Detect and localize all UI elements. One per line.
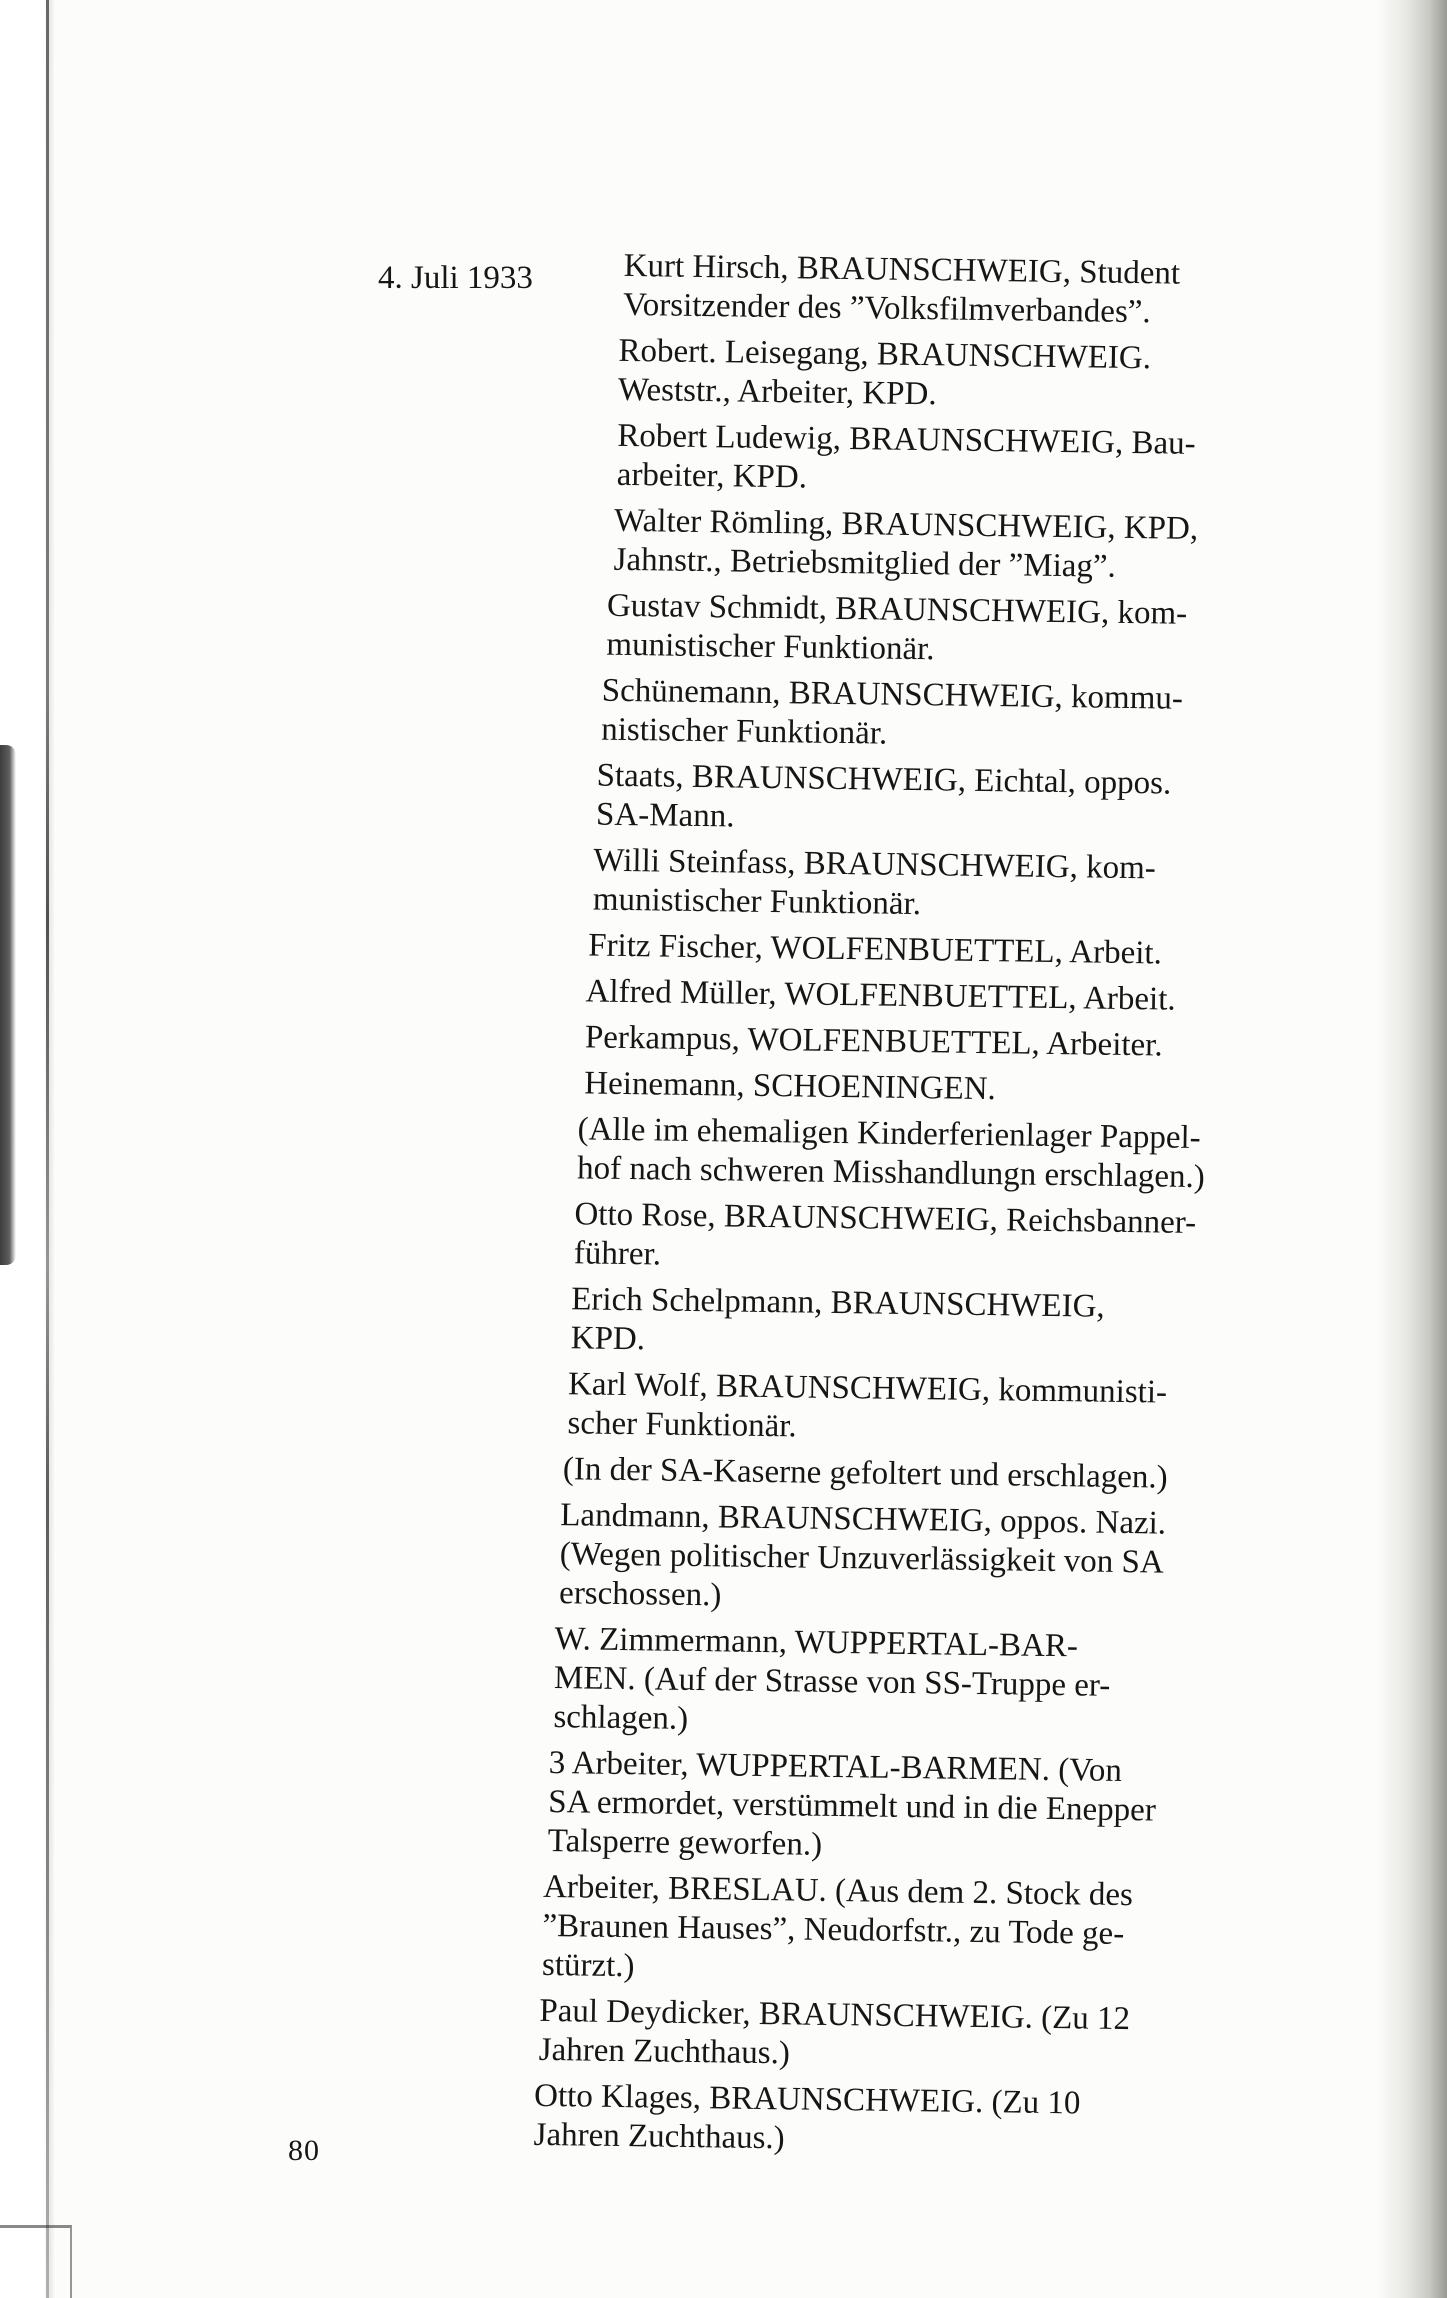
entry-line: munistischer Funktionär.: [606, 626, 935, 668]
entry-line: führer.: [573, 1235, 662, 1273]
list-entry: [547, 1744, 1379, 1873]
list-entry: [584, 1064, 1388, 1114]
list-entry: [585, 972, 1389, 1022]
entry-line: Robert Ludewig, BRAUNSCHWEIG, Bau-: [617, 417, 1196, 462]
list-entry: [533, 2077, 1374, 2167]
entry-line: Gustav Schmidt, BRAUNSCHWEIG, kom-: [606, 587, 1188, 632]
list-entry: [623, 247, 1400, 336]
list-entry: [596, 757, 1393, 846]
entry-line: Robert. Leisegang, BRAUNSCHWEIG.: [618, 332, 1152, 377]
list-entry: [559, 1496, 1383, 1624]
entry-line: Kurt Hirsch, BRAUNSCHWEIG, Student: [623, 247, 1181, 292]
entry-line: Talsperre geworfen.): [547, 1822, 823, 1863]
entry-line: (In der SA-Kaserne gefoltert und erschlagen.): [562, 1451, 1168, 1496]
entry-line: hof nach schweren Misshandlungn erschlagen.): [576, 1150, 1206, 1196]
entry-line: ”Braunen Hauses”, Neudorfstr., zu Tode ge-: [542, 1907, 1125, 1953]
entry-line: (Wegen politischer Unzuverlässigkeit von SA: [559, 1536, 1164, 1581]
list-entry: [539, 1992, 1376, 2082]
list-entry: [585, 1018, 1389, 1068]
entry-line: Staats, BRAUNSCHWEIG, Eichtal, oppos.: [596, 757, 1172, 802]
entry-line: Weststr., Arbeiter, KPD.: [617, 371, 937, 413]
list-entry: [593, 842, 1392, 931]
entry-line: W. Zimmermann, WUPPERTAL-BAR-: [554, 1621, 1079, 1665]
page-number: 80: [288, 2134, 320, 2167]
list-entry: [553, 1620, 1381, 1749]
list-entry: [563, 1450, 1383, 1500]
entry-line: Willi Steinfass, BRAUNSCHWEIG, kom-: [593, 842, 1157, 887]
entry-line: scher Funktionär.: [567, 1405, 797, 1445]
entry-line: Landmann, BRAUNSCHWEIG, oppos. Nazi.: [560, 1497, 1167, 1542]
entry-line: Perkampus, WOLFENBUETTEL, Arbeiter.: [584, 1019, 1163, 1064]
entry-line: Alfred Müller, WOLFENBUETTEL, Arbeit.: [585, 973, 1176, 1018]
entry-line: SA-Mann.: [595, 796, 735, 835]
entry-line: Jahnstr., Betriebsmitglied der ”Miag”.: [613, 541, 1117, 585]
entry-line: munistischer Funktionär.: [592, 881, 922, 923]
list-entry: [606, 587, 1395, 676]
list-entry: [618, 332, 1399, 421]
list-entry: [574, 1195, 1387, 1284]
entry-line: Fritz Fischer, WOLFENBUETTEL, Arbeit.: [587, 927, 1163, 972]
entry-line: Otto Klages, BRAUNSCHWEIG. (Zu 10: [533, 2077, 1081, 2122]
entry-line: (Alle im ehemaligen Kinderferienlager Pappel-: [577, 1111, 1201, 1157]
scan-dark-blot: [0, 745, 16, 1265]
list-entry: [617, 417, 1398, 506]
list-entry: [570, 1280, 1385, 1369]
entry-line: Vorsitzender des ”Volksfilmverbandes”.: [622, 286, 1151, 331]
entry-line: arbeiter, KPD.: [616, 456, 808, 496]
entry-line: Arbeiter, BRESLAU. (Aus dem 2. Stock des: [542, 1868, 1134, 1914]
entry-line: KPD.: [570, 1320, 646, 1358]
entry-line: Jahren Zuchthaus.): [538, 2031, 791, 2072]
entry-line: nistischer Funktionär.: [601, 711, 888, 752]
entry-line: stürzt.): [541, 1946, 635, 1985]
entry-line: Walter Römling, BRAUNSCHWEIG, KPD,: [613, 502, 1199, 547]
entry-line: Heinemann, SCHOENINGEN.: [584, 1065, 997, 1108]
scan-binding-line: [46, 0, 49, 2298]
list-entry: [601, 672, 1394, 761]
scan-corner-mark: [0, 2225, 72, 2298]
entry-line: Schünemann, BRAUNSCHWEIG, kommu-: [601, 672, 1184, 717]
entry-line: Otto Rose, BRAUNSCHWEIG, Reichsbanner-: [574, 1196, 1197, 1241]
entry-line: schlagen.): [553, 1699, 689, 1737]
entry-line: SA ermordet, verstümmelt und in die Enepper: [548, 1783, 1157, 1829]
list-entry: [577, 1110, 1388, 1199]
entry-line: erschossen.): [558, 1575, 722, 1614]
list-entry: [588, 926, 1390, 976]
victim-list: [533, 246, 1400, 2174]
entry-line: Karl Wolf, BRAUNSCHWEIG, kommunisti-: [567, 1366, 1168, 1411]
list-entry: [567, 1365, 1384, 1454]
list-entry: [542, 1868, 1378, 1997]
entry-line: MEN. (Auf der Strasse von SS-Truppe er-: [553, 1660, 1111, 1704]
entry-line: Paul Deydicker, BRAUNSCHWEIG. (Zu 12: [539, 1992, 1131, 2038]
entry-line: Jahren Zuchthaus.): [533, 2116, 785, 2157]
entry-line: 3 Arbeiter, WUPPERTAL-BARMEN. (Von: [548, 1744, 1123, 1789]
entry-date: 4. Juli 1933: [378, 260, 533, 296]
entry-line: Erich Schelpmann, BRAUNSCHWEIG,: [571, 1281, 1105, 1325]
list-entry: [613, 502, 1396, 591]
